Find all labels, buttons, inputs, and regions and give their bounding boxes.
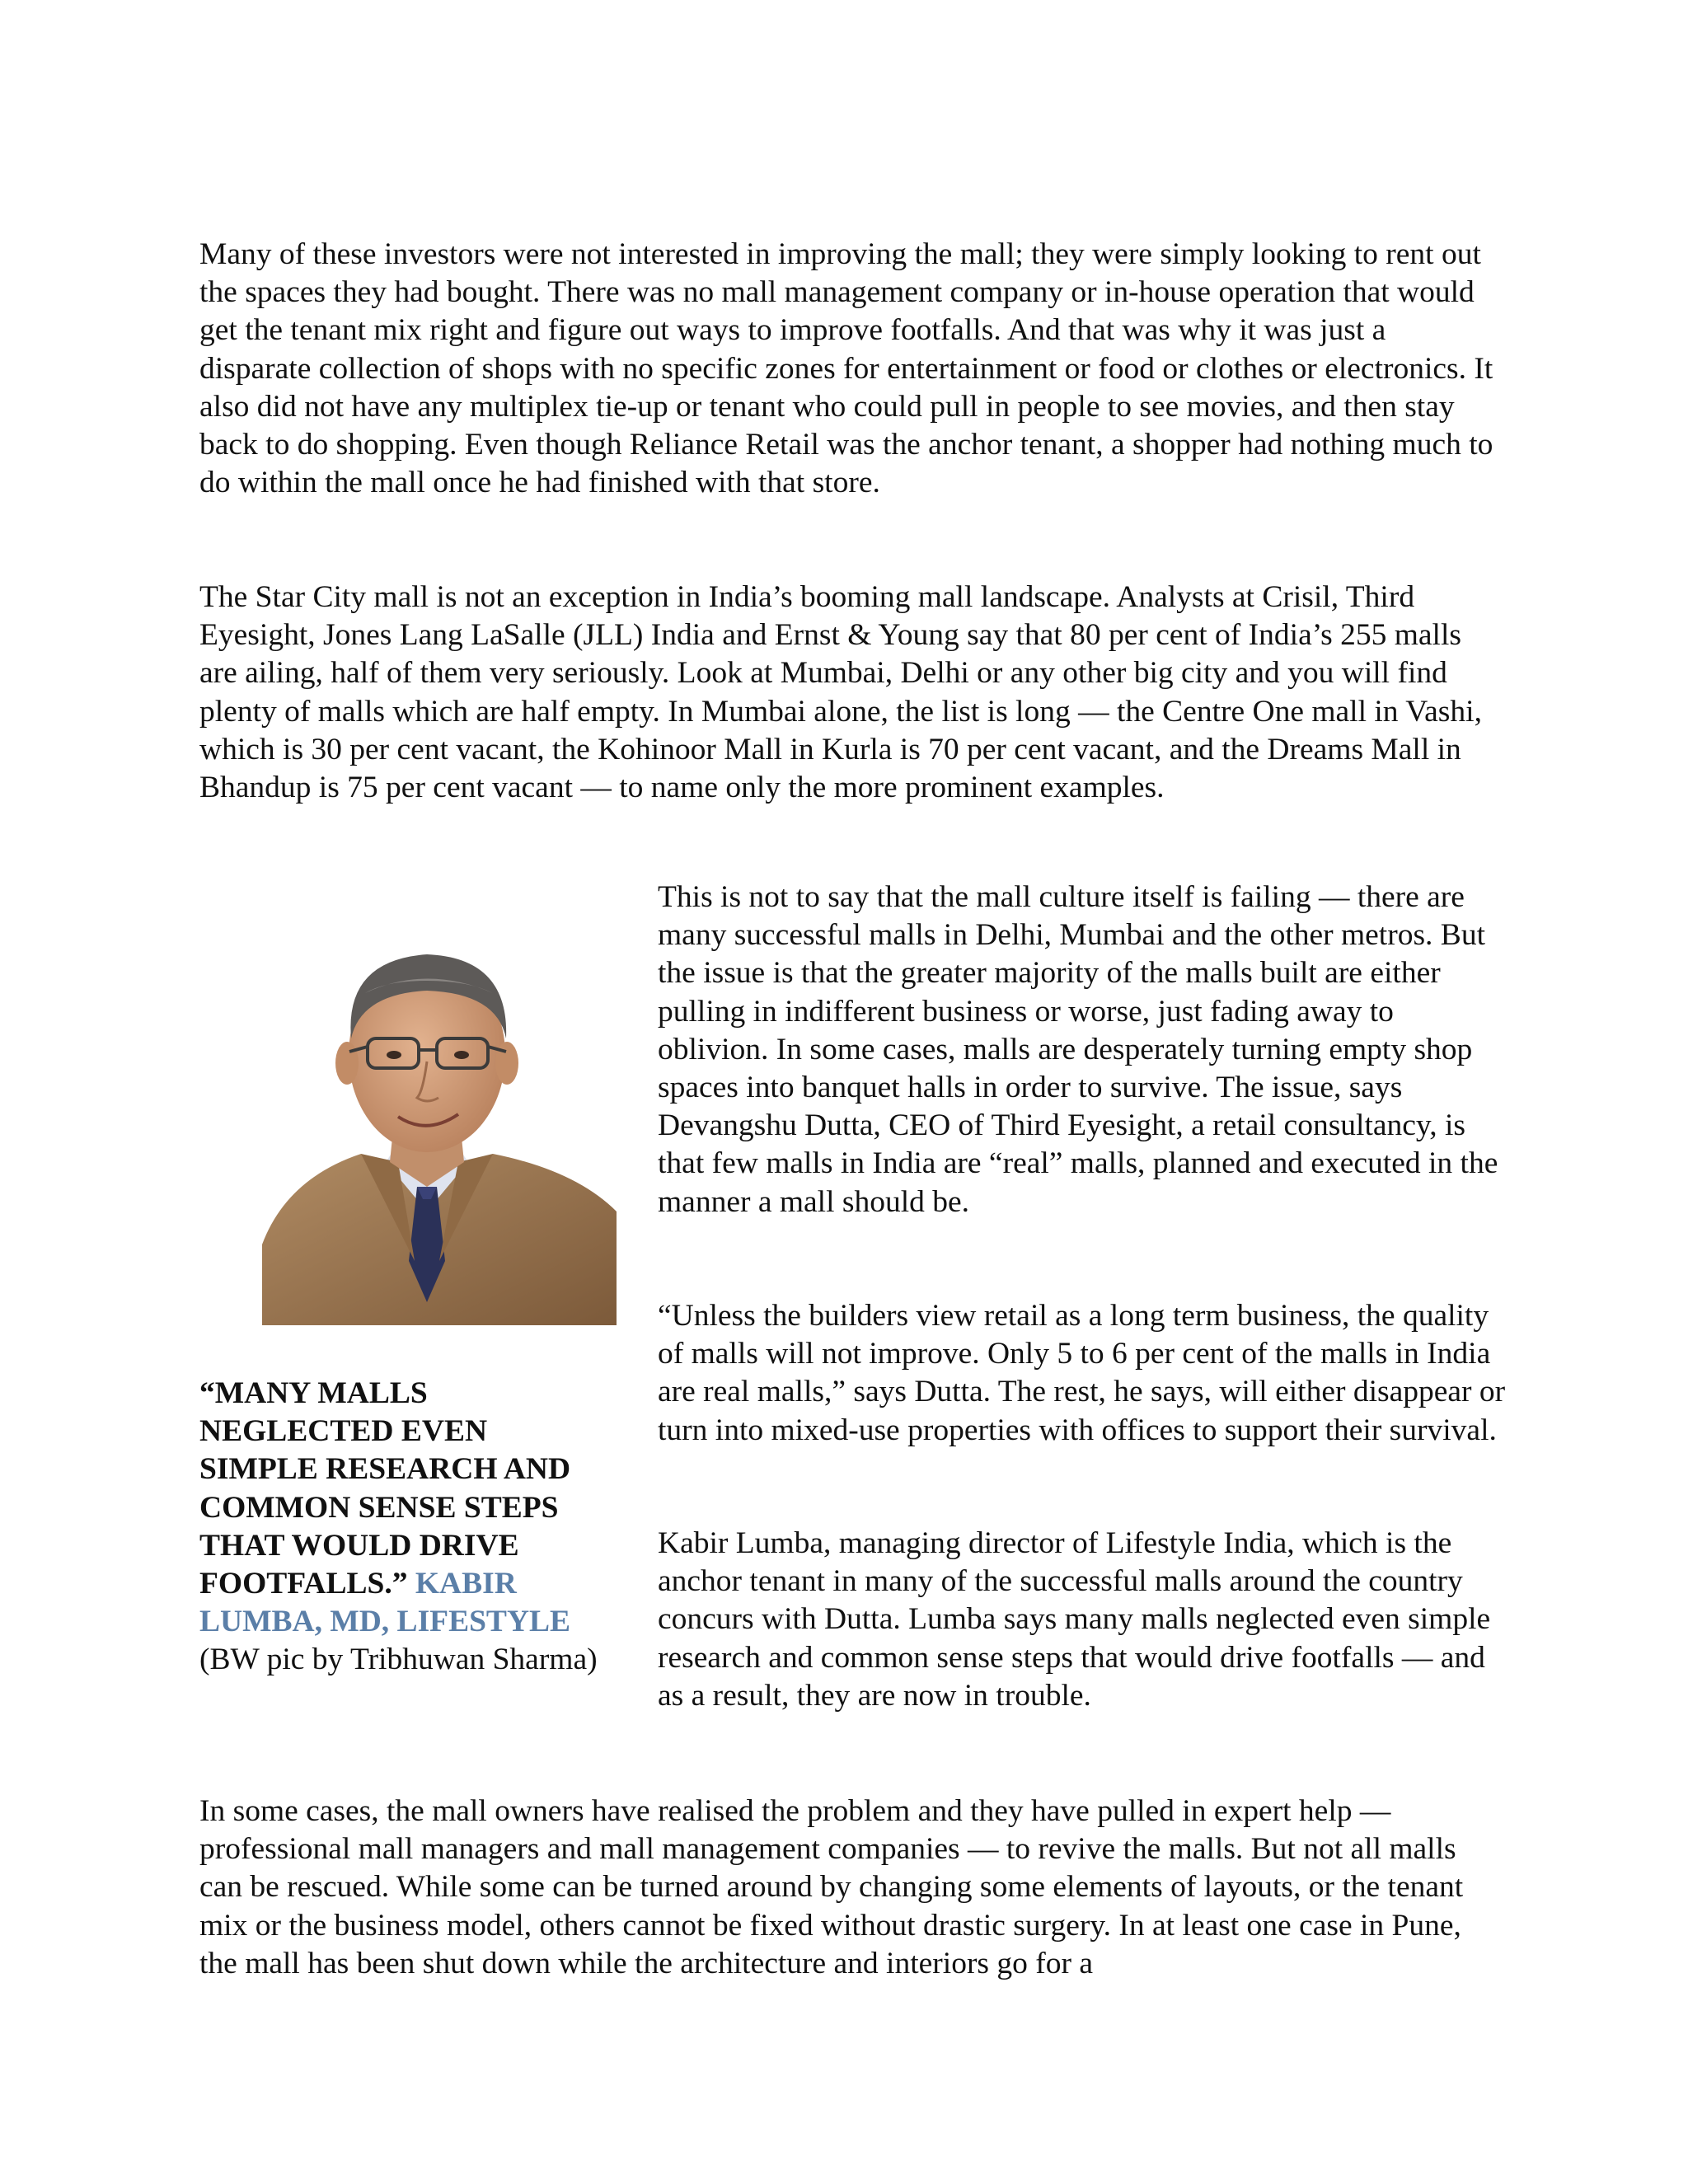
photo-caption — [199, 1375, 612, 1680]
caption-credit: KABIR LUMBA, MD, LIFESTYLE — [199, 1567, 571, 1639]
portrait-photo — [262, 915, 617, 1325]
paragraph-5: Kabir Lumba, managing director of Lifestyle India, which is the anchor tenant in many of the successful malls around the country concurs with Dutta. Lumba says many malls neglected even simple research and common sense steps that would drive footfalls — and as a result, they are now in trouble. — [658, 1526, 1491, 1713]
caption-quote: “MANY MALLS NEGLECTED EVEN SIMPLE RESEARCH AND COMMON SENSE STEPS THAT WOULD DRIVE FOOTFALLS.” — [199, 1376, 571, 1601]
paragraph-6: In some cases, the mall owners have realised the problem and they have pulled in expert help — professional mall managers and mall management companies — to revive the malls. But not all malls can be rescued. While some can be turned around by changing some elements of layouts, or the tenant mix or the business model, others cannot be fixed without drastic surgery. In at least one case in Pune, the mall has been shut down while the architecture and interiors go for a — [199, 1794, 1464, 1980]
paragraph-4: “Unless the builders view retail as a long term business, the quality of malls will not improve. Only 5 to 6 per cent of the malls in India are real malls,” says Dutta. The rest, he says, will either disappear or turn into mixed-use properties with offices to support their survival. — [658, 1299, 1506, 1447]
paragraph-2: The Star City mall is not an exception in India’s booming mall landscape. Analysts at Crisil, Third Eyesight, Jones Lang LaSalle (JLL) India and Ernst & Young say that 80 per cent of India’s 255 malls are ailing, half of them very seriously. Look at Mumbai, Delhi or any other big city and you will find plenty of malls which are half empty. In Mumbai alone, the list is long — the Centre One mall in Vashi, which is 30 per cent vacant, the Kohinoor Mall in Kurla is 70 per cent vacant, and the Dreams Mall in Bhandup is 75 per cent vacant — to name only the more prominent examples. — [199, 580, 1482, 805]
paragraph-3: This is not to say that the mall culture itself is failing — there are many successful malls in Delhi, Mumbai and the other metros. But the issue is that the greater majority of the malls built are either pulling in indifferent business or worse, just fading away to oblivion. In some cases, malls are desperately turning empty shop spaces into banquet halls in order to survive. The issue, says Devangshu Dutta, CEO of Third Eyesight, a retail consultancy, is that few malls in India are “real” malls, planned and executed in the manner a mall should be. — [658, 880, 1498, 1219]
photo-credit: (BW pic by Tribhuwan Sharma) — [199, 1643, 598, 1677]
paragraph-1: Many of these investors were not interested in improving the mall; they were simply looking to rent out the spaces they had bought. There was no mall management company or in-house operation that would get the tenant mix right and figure out ways to improve footfalls. And that was why it was just a disparate collection of shops with no specific zones for entertainment or food or clothes or electronics. It also did not have any multiplex tie-up or tenant who could pull in people to see movies, and then stay back to do shopping. Even though Reliance Retail was the anchor tenant, a shopper had nothing much to do within the mall once he had finished with that store. — [199, 237, 1493, 500]
